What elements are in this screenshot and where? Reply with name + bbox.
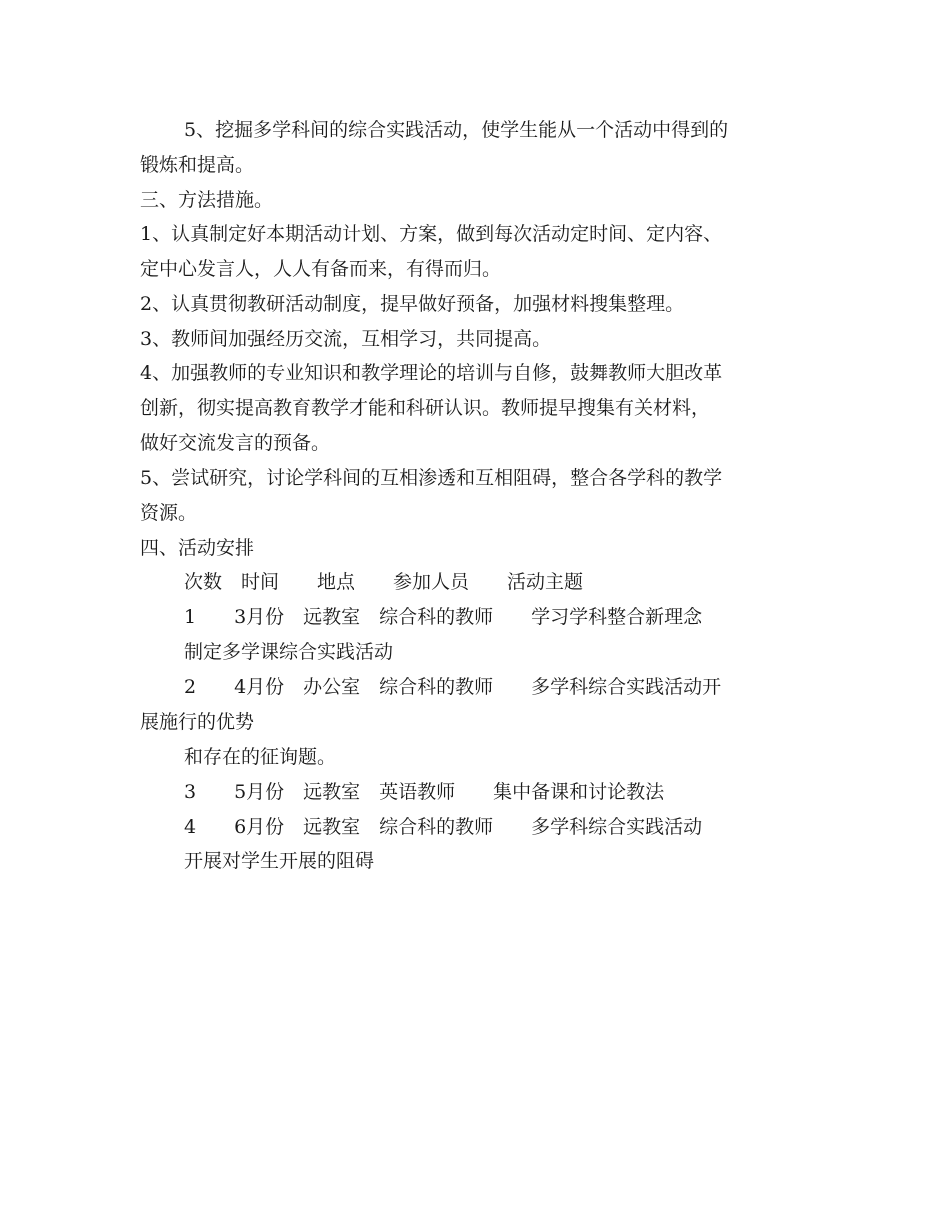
- schedule-header-row: 次数 时间 地点 参加人员 活动主题: [184, 571, 584, 593]
- schedule-row-continuation: 展施行的优势: [140, 711, 255, 733]
- paragraph-line: 定中心发言人，人人有备而来，有得而归。: [140, 258, 502, 280]
- paragraph-line: 1、认真制定好本期活动计划、方案，做到每次活动定时间、定内容、: [140, 223, 723, 245]
- paragraph-line: 3、教师间加强经历交流，互相学习，共同提高。: [140, 328, 552, 350]
- schedule-row-continuation: 制定多学课综合实践活动: [184, 641, 394, 663]
- schedule-row: 2 4月份 办公室 综合科的教师 多学科综合实践活动开: [184, 676, 722, 698]
- schedule-row: 4 6月份 远教室 综合科的教师 多学科综合实践活动: [184, 816, 703, 838]
- section-heading: 三、方法措施。: [140, 189, 274, 211]
- paragraph-line: 锻炼和提高。: [140, 154, 255, 176]
- paragraph-line: 5、挖掘多学科间的综合实践活动，使学生能从一个活动中得到的: [184, 119, 729, 141]
- paragraph-line: 资源。: [140, 502, 198, 524]
- schedule-row: 3 5月份 远教室 英语教师 集中备课和讨论教法: [184, 781, 665, 803]
- section-heading: 四、活动安排: [140, 537, 255, 559]
- paragraph-line: 做好交流发言的预备。: [140, 432, 331, 454]
- schedule-row: 1 3月份 远教室 综合科的教师 学习学科整合新理念: [184, 606, 703, 628]
- paragraph-line: 2、认真贯彻教研活动制度，提早做好预备，加强材料搜集整理。: [140, 293, 685, 315]
- paragraph-line: 5、尝试研究，讨论学科间的互相渗透和互相阻碍，整合各学科的教学: [140, 467, 723, 489]
- schedule-row-continuation: 和存在的征询题。: [184, 746, 337, 768]
- schedule-row-continuation: 开展对学生开展的阻碍: [184, 850, 375, 872]
- paragraph-line: 4、加强教师的专业知识和教学理论的培训与自修，鼓舞教师大胆改革: [140, 362, 723, 384]
- paragraph-line: 创新，彻实提高教育教学才能和科研认识。教师提早搜集有关材料，: [140, 397, 711, 419]
